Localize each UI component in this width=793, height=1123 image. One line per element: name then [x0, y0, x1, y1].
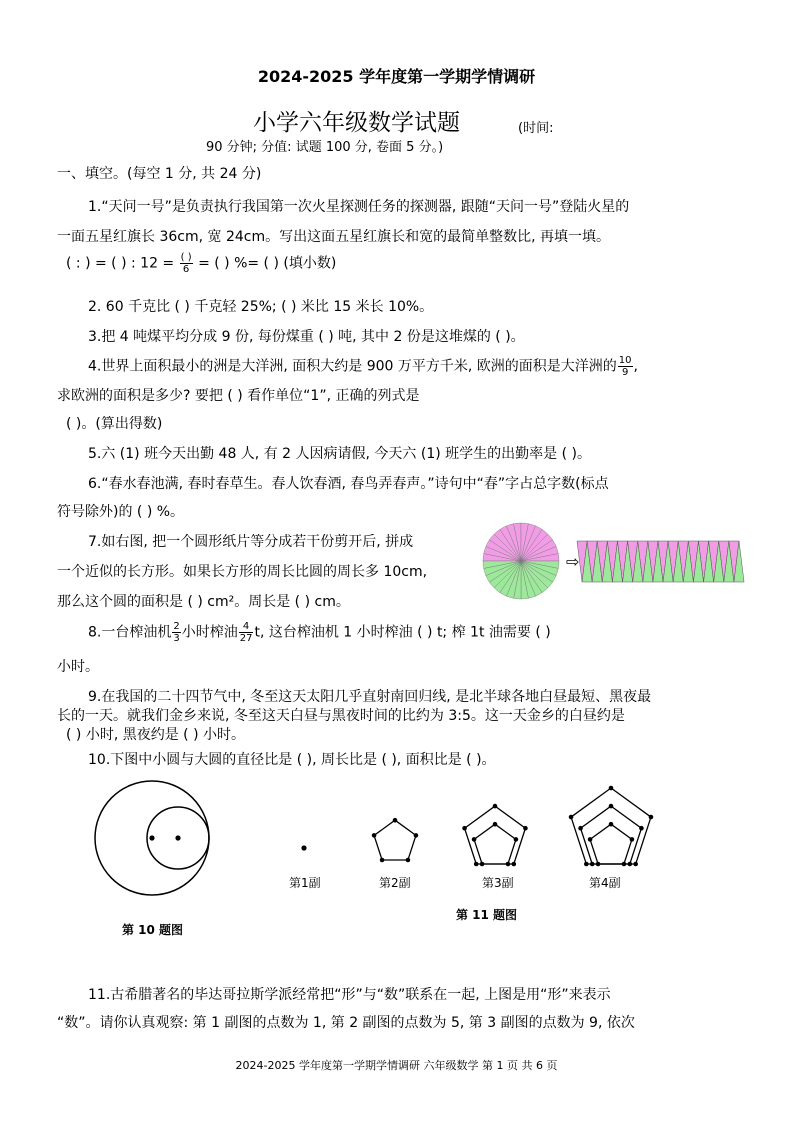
exam-subtitle: 小学六年级数学试题 — [253, 110, 460, 136]
sector-circle — [483, 523, 559, 599]
section-heading: 一、填空。(每空 1 分, 共 24 分) — [57, 166, 262, 182]
q1-ratio-blanks: ( : ) = ( ) : 12 = — [66, 255, 175, 272]
q1-line2: 一面五星红旗长 36cm, 宽 24cm。写出这面五星红旗长和宽的最简单整数比, 再填一填。 — [57, 229, 610, 245]
big-circle-center — [149, 835, 154, 840]
pentagon-dot — [514, 837, 519, 842]
pentagon-dot — [588, 837, 593, 842]
pentagon-dot — [578, 826, 583, 831]
q4-fraction — [618, 355, 633, 378]
pentagon-outline — [590, 824, 632, 864]
pentagon-dot — [472, 837, 477, 842]
q6-line2: 符号除外)的 ( ) %。 — [57, 504, 185, 520]
pentagon-dot — [512, 862, 517, 867]
q8-fraction-2 — [239, 621, 254, 644]
pentagon-dot — [372, 833, 377, 838]
fig11-label-4: 第4副 — [589, 876, 621, 890]
fig11-label-3: 第3副 — [482, 876, 514, 890]
pentagon-outline — [474, 824, 516, 864]
pentagon-dot — [406, 858, 411, 863]
q1-line3 — [66, 252, 336, 275]
pentagon-dot — [639, 826, 644, 831]
exam-title: 2024-2025 学年度第一学期学情调研 — [257, 67, 536, 86]
q7-line2: 一个近似的长方形。如果长方形的周长比圆的周长多 10cm, — [57, 564, 428, 580]
q8-fraction-1-num: 2 — [173, 621, 180, 632]
q8-fraction-1-den: 3 — [173, 633, 180, 644]
q6-line1: 6.“春水春池满, 春时春草生。春人饮春酒, 春鸟弄春声。”诗句中“春”字占总字数(标点 — [88, 476, 609, 492]
pentagon-dot — [523, 826, 528, 831]
pentagon-dot — [393, 818, 398, 823]
q8-line1 — [88, 621, 551, 644]
q2-text: 2. 60 千克比 ( ) 千克轻 25%; ( ) 米比 15 米长 10%。 — [88, 299, 434, 315]
pentagon-figure-2 — [372, 818, 418, 862]
q9-line1: 9.在我国的二十四节气中, 冬至这天太阳几乎直射南回归线, 是北半球各地白昼最短、黑夜最 — [88, 689, 652, 705]
pentagon-dot — [609, 822, 614, 827]
q4-line3: ( )。(算出得数) — [66, 416, 163, 432]
q4-line2: 求欧洲的面积是多少? 要把 ( ) 看作单位“1”, 正确的列式是 — [57, 388, 420, 404]
q4-line1-text: 4.世界上面积最小的洲是大洋洲, 面积大约是 900 万平方千米, 欧洲的面积是大洋洲的 — [88, 358, 617, 375]
pentagon-dot — [609, 804, 614, 809]
pentagon-dot — [493, 822, 498, 827]
q4-fraction-denominator: 9 — [621, 367, 629, 378]
q8-text-a: 8.一台榨油机 — [88, 624, 172, 641]
q10-text: 10.下图中小圆与大圆的直径比是 ( ), 周长比是 ( ), 面积比是 ( )。 — [88, 752, 496, 768]
pentagon-outline — [581, 806, 642, 864]
q8-fraction-2-num: 4 — [239, 621, 254, 633]
q1-fraction-denominator: 6 — [182, 264, 190, 275]
q8-text-b: 小时榨油 — [181, 624, 238, 641]
pentagon-dot — [630, 837, 635, 842]
q8-fraction-2-den: 27 — [239, 633, 253, 644]
q3-text: 3.把 4 吨煤平均分成 9 份, 每份煤重 ( ) 吨, 其中 2 份是这堆煤的 ( )。 — [88, 329, 525, 345]
exam-time-label: (时间: — [518, 121, 554, 136]
q5-text: 5.六 (1) 班今天出勤 48 人, 有 2 人因病请假, 今天六 (1) 班学生的出勤率是 ( )。 — [88, 446, 591, 462]
q7-line3: 那么这个圆的面积是 ( ) cm²。周长是 ( ) cm。 — [57, 594, 350, 610]
q1-fraction-numerator: ( ) — [180, 252, 192, 263]
q7-line1: 7.如右图, 把一个圆形纸片等分成若干份剪开后, 拼成 — [88, 534, 414, 550]
pentagon-dot — [414, 833, 419, 838]
q8-text-c: t, 这台榨油机 1 小时榨油 ( ) t; 榨 1t 油需要 ( ) — [254, 624, 551, 641]
pentagon-figure-1 — [301, 845, 306, 850]
small-circle-center — [175, 835, 180, 840]
fig11-pentagons — [280, 770, 660, 870]
pentagon-figure-3 — [462, 804, 527, 866]
q4-line1-end: , — [633, 358, 638, 375]
pentagon-dot — [462, 826, 467, 831]
q11-line2: “数”。请你认真观察: 第 1 副图的点数为 1, 第 2 副图的点数为 5, 第 3 副图的点数为 9, 依次 — [57, 1015, 635, 1031]
q8-fraction-1 — [172, 621, 180, 644]
q9-line3: ( ) 小时, 黑夜约是 ( ) 小时。 — [66, 727, 245, 743]
page-footer: 2024-2025 学年度第一学期学情调研 六年级数学 第 1 页 共 6 页 — [235, 1059, 558, 1072]
q7-circle-rectangle-figure — [481, 518, 746, 604]
pentagon-dot — [633, 862, 638, 867]
pentagon-dot — [474, 862, 479, 867]
q4-fraction-numerator: 10 — [618, 355, 632, 366]
fig10-circles — [92, 778, 212, 898]
q11-line1: 11.古希腊著名的毕达哥拉斯学派经常把“形”与“数”联系在一起, 上图是用“形”来表示 — [88, 987, 611, 1003]
q9-line2: 长的一天。就我们金乡来说, 冬至这天白昼与黑夜时间的比约为 3:5。这一天金乡的白昼约是 — [57, 708, 625, 724]
pentagon-dot — [493, 804, 498, 809]
exam-duration-score: 90 分钟; 分值: 试题 100 分, 卷面 5 分。) — [206, 140, 444, 155]
pentagon-dot — [301, 845, 306, 850]
q1-percent-decimal-blanks: = ( ) %= ( ) (填小数) — [198, 255, 337, 272]
fig11-label-2: 第2副 — [379, 876, 411, 890]
pentagon-outline — [374, 820, 416, 860]
q8-line2: 小时。 — [57, 659, 99, 675]
pentagon-outline — [465, 806, 526, 864]
pentagon-dot — [569, 815, 574, 820]
pentagon-dot — [380, 858, 385, 863]
pentagon-dot — [649, 815, 654, 820]
pentagon-dot — [584, 862, 589, 867]
fig10-caption: 第 10 题图 — [122, 923, 184, 937]
pentagon-figure-4 — [569, 786, 653, 867]
q1-fraction — [180, 252, 193, 275]
pentagon-dot — [609, 786, 614, 791]
q1-line1: 1.“天问一号”是负责执行我国第一次火星探测任务的探测器, 跟随“天问一号”登陆火星的 — [88, 199, 630, 215]
arrow-icon: ⇨ — [566, 552, 580, 571]
fig11-label-1: 第1副 — [289, 876, 321, 890]
fig11-caption: 第 11 题图 — [456, 908, 518, 922]
approx-rectangle — [577, 541, 744, 582]
q4-line1 — [88, 355, 638, 378]
